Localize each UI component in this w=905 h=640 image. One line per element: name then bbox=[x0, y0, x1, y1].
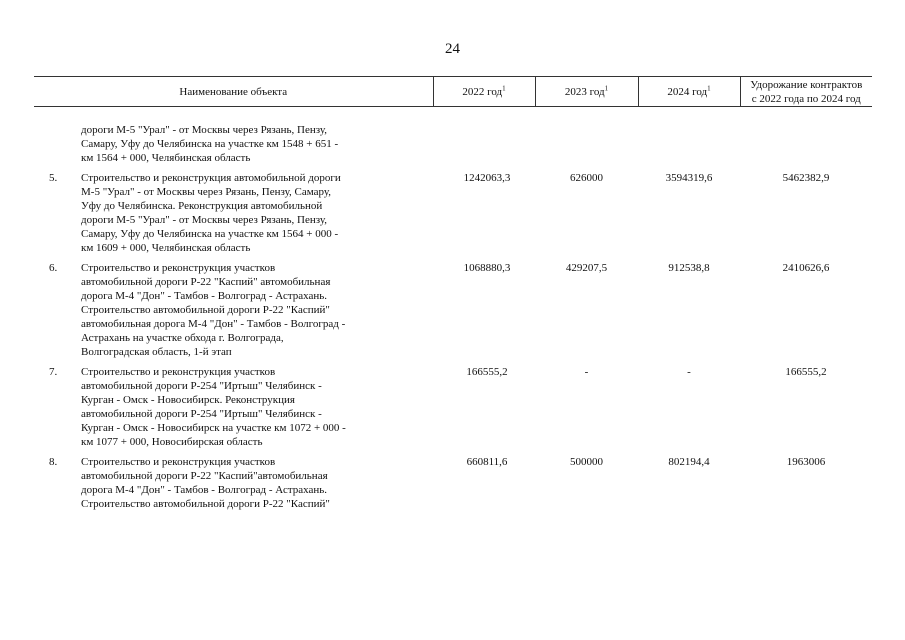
value-2023: 429207,5 bbox=[565, 262, 608, 274]
row-number: 6. bbox=[49, 262, 58, 274]
object-name: Строительство и реконструкция участков автомобильной дороги Р-22 "Каспий" автомобильная дорога М-4 "Дон" - Тамбов - Волгоград - Астрахань. Строительство автомобильной дороги Р-22 "Каспий" автомобильная дорога М-4 "Дон" - Тамбов - Волгоград - Астрахань на участке обхода г. Волгограда, Волгоградская область, 1-й этап bbox=[81, 262, 346, 358]
table-row bbox=[34, 261, 872, 365]
value-2022: 1242063,3 bbox=[463, 172, 511, 184]
value-cost-increase: 5462382,9 bbox=[782, 172, 830, 184]
footnote-mark: 1 bbox=[604, 83, 609, 92]
value-cost-increase: 1963006 bbox=[786, 456, 826, 468]
header-year-2022: 2022 год$^1$ bbox=[433, 77, 535, 107]
contracts-table bbox=[34, 76, 872, 517]
table-header bbox=[34, 77, 872, 107]
row-number: 7. bbox=[49, 366, 58, 378]
object-name: Строительство и реконструкция участков автомобильной дороги Р-22 "Каспий"автомобильная дорога М-4 "Дон" - Тамбов - Волгоград - Астрахань. Строительство автомобильной дороги Р-22 "Каспий" bbox=[81, 456, 330, 510]
footnote-mark: 1 bbox=[502, 83, 506, 92]
header-year-2023: 2023 год$^1$ bbox=[535, 77, 638, 107]
value-2023: 500000 bbox=[570, 456, 604, 468]
value-cost-increase: 2410626,6 bbox=[782, 262, 830, 274]
object-name: Строительство и реконструкция автомобильной дороги М-5 "Урал" - от Москвы через Рязань, Пензу, Самару, Уфу до Челябинска. Реконструкция автомобильной дороги М-5 "Урал" - от Москвы через Рязань, Пензу, Самару, Уфу до Челябинска на участке км 1564 + 000 - км 1609 + 000, Челябинская область bbox=[81, 172, 341, 254]
value-2022: 660811,6 bbox=[466, 456, 508, 468]
page-number: 24 bbox=[445, 41, 460, 57]
header-object-name: Наименование объекта bbox=[34, 77, 433, 107]
table-row bbox=[34, 365, 872, 455]
table-row bbox=[34, 455, 872, 517]
footnote-mark: 1 bbox=[707, 83, 711, 92]
row-number: 8. bbox=[49, 456, 58, 468]
value-2023: 626000 bbox=[570, 172, 604, 184]
table-row bbox=[34, 171, 872, 261]
header-year-2024: 2024 год$^1$ bbox=[638, 77, 740, 107]
value-2022: 166555,2 bbox=[466, 366, 508, 378]
object-name: Строительство и реконструкция участков автомобильной дороги Р-254 "Иртыш" Челябинск - Курган - Омск - Новосибирск. Реконструкция автомобильной дороги Р-254 "Иртыш" Челябинск - Курган - Омск - Новосибирск на участке км 1072 + 000 - км 1077 + 000, Новосибирская область bbox=[81, 366, 346, 448]
row-number: 5. bbox=[49, 172, 58, 184]
value-2023: - bbox=[584, 366, 589, 378]
value-2024: 802194,4 bbox=[668, 456, 710, 468]
value-2024: 912538,8 bbox=[668, 262, 710, 274]
object-name: дороги М-5 "Урал" - от Москвы через Рязань, Пензу, Самару, Уфу до Челябинска на участке км 1548 + 651 - км 1564 + 000, Челябинская область bbox=[81, 124, 339, 164]
value-2024: - bbox=[687, 366, 691, 378]
value-cost-increase: 166555,2 bbox=[785, 366, 827, 378]
header-cost-increase: Удорожание контрактов с 2022 года по 2024 год bbox=[740, 77, 872, 107]
table-row-continuation bbox=[34, 123, 872, 171]
table-body bbox=[34, 107, 872, 518]
value-2022: 1068880,3 bbox=[463, 262, 511, 274]
value-2024: 3594319,6 bbox=[665, 172, 713, 184]
